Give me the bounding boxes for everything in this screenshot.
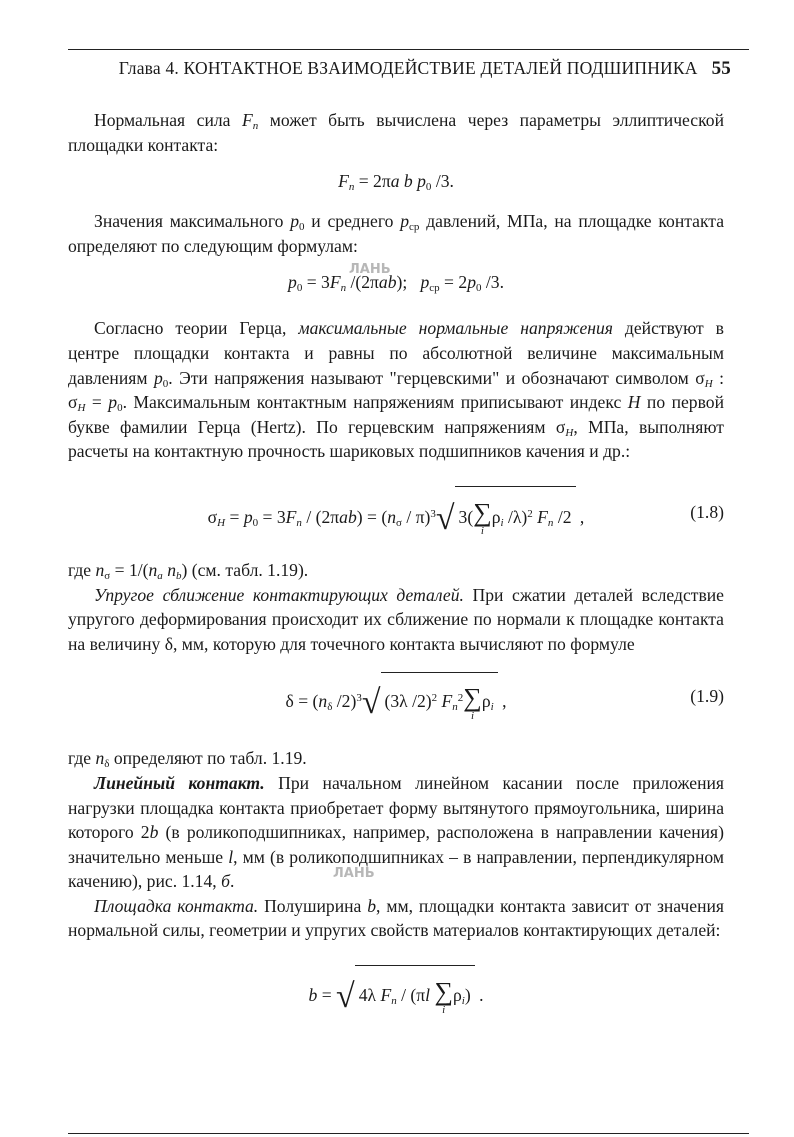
equation-number-1-8: (1.8) <box>690 501 724 522</box>
running-header <box>68 58 731 80</box>
paragraph-pressures: Значения максимального $p_0$ и среднего $p_{ср}$ давлений, МПа, на площадке контакта определяют по следующим формулам: <box>68 211 725 256</box>
paragraph-n-delta: где $n_\delta$ определяют по табл. 1.19. <box>68 748 307 771</box>
footer-rule <box>68 1133 749 1134</box>
equation-1-9: $\delta = (n_\delta$ /2)$^3$√ (3λ /2)$^2$ $F_n^2$ ∑ i $\rho_i$ , (1.9) <box>68 672 724 734</box>
paragraph-n-sigma: где $n_\sigma = 1/(n_a$ $n_b$) (см. табл. 1.19). <box>68 559 309 582</box>
header-rule <box>68 49 749 50</box>
publisher-watermark-2: ЛАНЬ <box>333 866 375 881</box>
equation-1-8: $\sigma_H = p_0 = 3F_n / (2\pi ab) = (n_\sigma / \pi)^3√$ 3( ∑ i $\rho_i$ /λ)$^2$ $F_n$ /2 , (1.8) <box>68 486 724 550</box>
equation-half-width: b = √ 4λ $F_n / (\pi l$ ∑ i $\rho_i$) . <box>68 965 724 1025</box>
paragraph-elastic-approach: Упругое сближение контактирующих деталей. При сжатии деталей вследствие упругого деформирования происходит их сближение по нормали к площадке контакта на величину δ, мм, которую для точечного контакта вычисляют по формуле <box>68 584 724 654</box>
paragraph-contact-area: Площадка контакта. Полуширина b, мм, площадки контакта зависит от значения нормальной силы, геометрии и упругих свойств материалов контактирующих деталей: <box>68 895 724 941</box>
equation-number-1-9: (1.9) <box>690 686 724 707</box>
paragraph-hertz: Согласно теории Герца, максимальные нормальные напряжения действуют в центре площадки контакта и равны по абсолютной величине максимальным давлениям $p_0$. Эти напряжения называют "герцевскими" и обозначают символом $\sigma_H$ : $\sigma_H = p_0$. Максимальным контактным напряжениям приписывают индекс H по первой букве фамилии Герца (Hertz). По герцевским напряжениям $\sigma_H$, МПа, выполняют расчеты на контактную прочность шариковых подшипников качения и др.: <box>68 318 724 462</box>
equation-normal-force: $F_n = 2\pi a$ b $p_0$ /3. <box>338 171 454 194</box>
publisher-watermark: ЛАНЬ <box>349 262 391 277</box>
paragraph-normal-force: Нормальная сила $F_n$ может быть вычислена через параметры эллиптической площадки контакта: <box>68 110 724 155</box>
paragraph-linear-contact: Линейный контакт. При начальном линейном касании после приложения нагрузки площадка контакта приобретает форму вытянутого прямоугольника, ширина которого 2b (в роликоподшипниках, например, расположена в направлении качения) значительно меньше l, мм (в роликоподшипниках – в направлении, перпендикулярном качению), рис. 1.14, б. <box>68 772 725 892</box>
chapter-title: Глава 4. КОНТАКТНОЕ ВЗАИМОДЕЙСТВИЕ ДЕТАЛЕЙ ПОДШИПНИКА <box>118 58 698 78</box>
equation-pressures: $p_0 = 3F_n$ /(2πab); $p_{ср} = 2p_0$ /3. <box>288 272 504 295</box>
page-body <box>68 108 724 1025</box>
page-number: 55 <box>711 58 731 79</box>
